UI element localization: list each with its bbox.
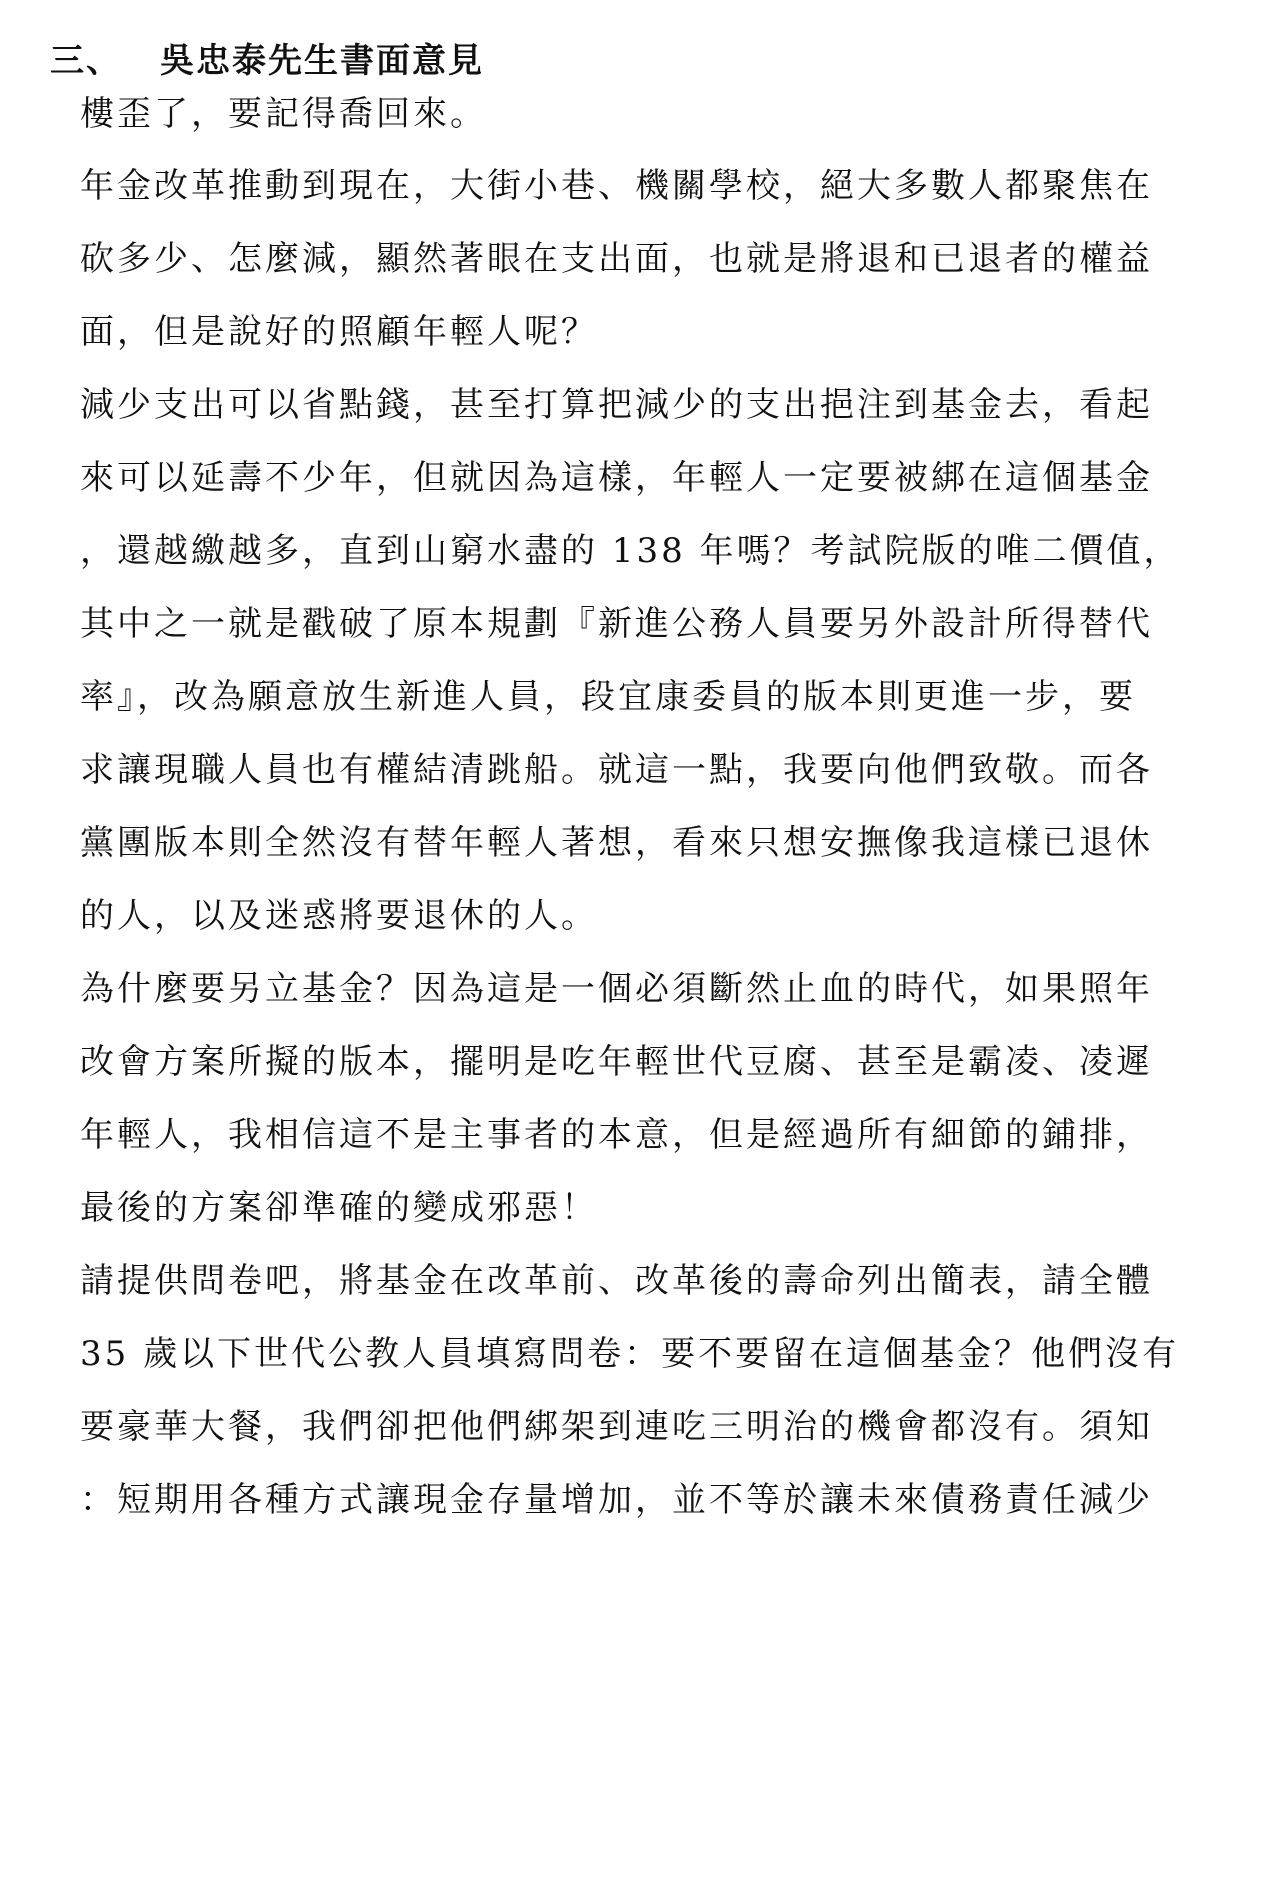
section-number: 三、 [50,41,122,81]
text-line: 年輕人，我相信這不是主事者的本意，但是經過所有細節的鋪排， [80,1115,1153,1155]
text-line: 的人，以及迷惑將要退休的人。 [80,896,598,936]
text-line: 黨團版本則全然沒有替年輕人著想，看來只想安撫像我這樣已退休 [80,823,1153,863]
text-line: 減少支出可以省點錢，甚至打算把減少的支出挹注到基金去，看起 [80,385,1153,425]
text-line: 要豪華大餐，我們卻把他們綁架到連吃三明治的機會都沒有。須知 [80,1407,1153,1447]
text-line: 面，但是說好的照顧年輕人呢？ [80,312,598,352]
text-line: 來可以延壽不少年，但就因為這樣，年輕人一定要被綁在這個基金 [80,458,1153,498]
section-heading [50,36,484,86]
text-line: 樓歪了，要記得喬回來。 [80,94,487,134]
text-line: ：短期用各種方式讓現金存量增加，並不等於讓未來債務責任減少 [80,1480,1153,1520]
text-line: 求讓現職人員也有權結清跳船。就這一點，我要向他們致敬。而各 [80,750,1153,790]
text-line: 改會方案所擬的版本，擺明是吃年輕世代豆腐、甚至是霸凌、凌遲 [80,1042,1153,1082]
text-line: ，還越繳越多，直到山窮水盡的 138 年嗎？考試院版的唯二價值， [80,531,1181,571]
text-line: 35 歲以下世代公教人員填寫問卷：要不要留在這個基金？他們沒有 [80,1334,1180,1374]
text-line: 年金改革推動到現在，大街小巷、機關學校，絕大多數人都聚焦在 [80,166,1153,206]
text-line: 砍多少、怎麼減，顯然著眼在支出面，也就是將退和已退者的權益 [80,239,1153,279]
text-line: 其中之一就是戳破了原本規劃『新進公務人員要另外設計所得替代 [80,604,1153,644]
text-line: 最後的方案卻準確的變成邪惡！ [80,1188,598,1228]
text-line: 為什麼要另立基金？因為這是一個必須斷然止血的時代，如果照年 [80,969,1153,1009]
text-line: 請提供問卷吧，將基金在改革前、改革後的壽命列出簡表，請全體 [80,1261,1153,1301]
section-title: 吳忠泰先生書面意見 [160,41,484,81]
text-line: 率』，改為願意放生新進人員，段宜康委員的版本則更進一步，要 [80,677,1136,717]
